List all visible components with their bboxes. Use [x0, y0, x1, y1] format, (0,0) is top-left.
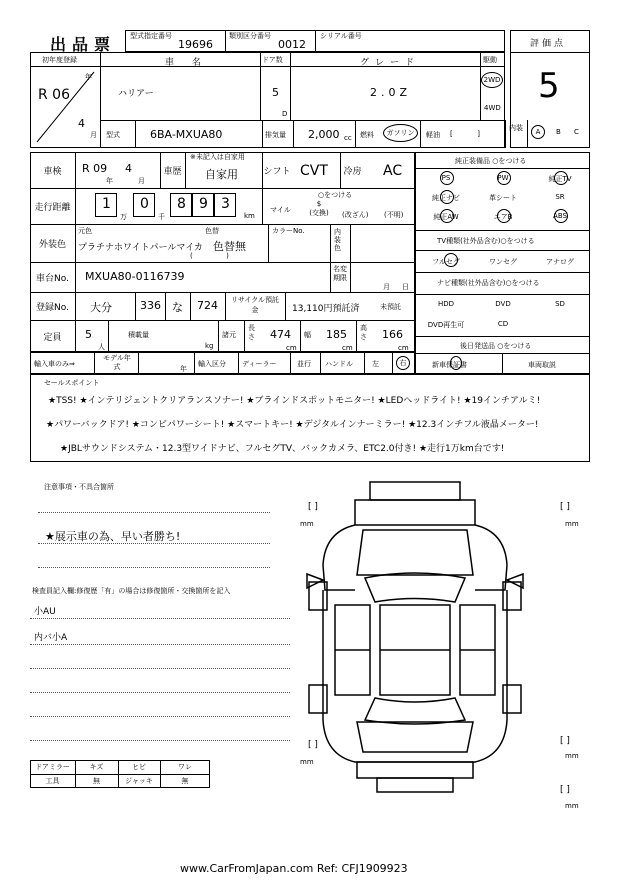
tire-fl-mm: mm: [300, 520, 314, 528]
interior-label: 内装: [509, 124, 523, 132]
capacity-unit: 人: [98, 343, 105, 351]
tools-cell: 工具: [45, 777, 60, 785]
mileage-mark-note: ○をつける: [318, 191, 353, 199]
tv-fullseg-mark: [444, 253, 458, 267]
fuel-diesel: 軽油: [426, 131, 440, 139]
model-value: 6BA-MXUA80: [150, 128, 223, 141]
tools-cell: ジャッキ: [125, 777, 153, 785]
mileage-digit-1-text: 1: [102, 196, 111, 212]
inspection-label: 車検: [43, 166, 62, 177]
model-designation-label: 型式指定番号: [130, 32, 172, 40]
navi-item: CD: [497, 320, 509, 328]
displacement-unit: cc: [344, 134, 352, 142]
tv-item: フルセグ: [432, 258, 460, 266]
height-value: 166: [382, 328, 403, 341]
equipment-item-mark: [440, 190, 454, 204]
repaint-label: 色替: [205, 227, 219, 235]
tire-fr-bracket: [ ]: [560, 502, 570, 512]
reg-place: 大分: [90, 301, 112, 314]
history-label: 車歴: [163, 166, 182, 177]
navi-item: HDD: [437, 300, 455, 308]
inspection-value: R 09: [82, 162, 108, 175]
doors-value: 5: [272, 86, 279, 99]
docs-manual: 車両取説: [528, 361, 556, 369]
equipment-item: PW: [497, 174, 509, 182]
car-name-label: 車名: [165, 58, 220, 68]
reg-label: 登録No.: [36, 302, 69, 313]
car-damage-diagram: [295, 470, 530, 800]
tire-fr-mm: mm: [565, 520, 579, 528]
length-label: 長さ: [248, 324, 255, 341]
docs-warranty-mark: [450, 356, 462, 370]
model-designation-value: 19696: [178, 38, 213, 51]
recycle-value: 13,110円預託済: [292, 304, 360, 314]
repaint-bracket: ( ): [190, 252, 229, 260]
equipment-title: 純正装備品 ○をつける: [455, 157, 527, 165]
load-unit: kg: [205, 342, 214, 350]
size-label: 諸元: [222, 331, 236, 339]
tv-item: ワンセグ: [489, 258, 517, 266]
equipment-item: 純正TV: [548, 175, 572, 183]
equipment-item-mark: [554, 171, 568, 185]
equipment-item: ABS: [553, 212, 567, 220]
grade-label: グレード: [360, 58, 421, 68]
first-reg-month-unit: 月: [90, 131, 97, 139]
equipment-item: 革シート: [489, 194, 517, 202]
drive-2wd-selected: 2WD: [481, 72, 503, 88]
name-change-label: 名変期限: [333, 265, 347, 282]
footer-ref: www.CarFromJapan.com Ref: CFJ1909923: [180, 862, 408, 875]
grade-points-label: 評価点: [530, 39, 567, 49]
car-name-value: ハリアー: [118, 89, 154, 99]
recycle-label: リサイクル預託金: [230, 296, 280, 314]
width-value: 185: [326, 328, 347, 341]
first-reg-month: 4: [78, 117, 85, 130]
tire-fl-bracket: [ ]: [308, 502, 318, 512]
mileage-digit-4-text: 9: [199, 196, 208, 212]
history-note: ※未記入は自家用: [190, 153, 245, 161]
first-reg-year-unit: 年: [85, 73, 92, 81]
inspection-year-unit: 年: [106, 177, 113, 185]
mileage-digit-3-text: 8: [177, 196, 186, 212]
tools-cell: 無: [93, 777, 100, 785]
exterior-color-label: 外装色: [38, 239, 66, 250]
displacement-label: 排気量: [265, 131, 286, 139]
tire-spare-mm: mm: [565, 802, 579, 810]
notes-text: ★展示車の為、早い者勝ち!: [45, 530, 181, 543]
equipment-item: エアB: [493, 213, 513, 221]
orig-color-label: 元色: [78, 227, 92, 235]
inspector-label: 検査員記入欄:修復歴「有」の場合は修復箇所・交換箇所を記入: [32, 587, 231, 595]
exchange-label: $ (交換): [309, 200, 329, 217]
tampered-label: (改ざん): [342, 211, 369, 219]
model-year-label: モデル年式: [103, 354, 131, 371]
sales-line-1: ★TSS! ★インテリジェントクリアランスソナー! ★ブラインドスポットモニター! ★LEDヘッドライト! ★19インチアルミ!: [48, 396, 541, 406]
tv-title: TV種類(社外品含む)○をつける: [437, 237, 535, 245]
sales-line-2: ★パワーバックドア! ★コンビパワーシート! ★スマートキー! ★デジタルインナーミラー! ★12.3インチフル液晶メーター!: [46, 420, 539, 430]
mile-label: マイル: [270, 206, 291, 214]
length-unit: cm: [286, 344, 297, 352]
model-label: 型式: [106, 131, 120, 139]
interior-a-selected: A: [531, 125, 545, 139]
fuel-other-bracket: [ ]: [450, 130, 480, 138]
interior-c: C: [574, 128, 579, 136]
drive-label: 駆動: [483, 56, 497, 64]
reg-class: 336: [140, 299, 161, 312]
category-value: 0012: [278, 38, 306, 51]
doors-label: ドア数: [262, 56, 283, 64]
doors-suffix: D: [282, 110, 288, 118]
length-value: 474: [270, 328, 291, 341]
navi-item: DVD再生可: [427, 321, 465, 329]
tools-cell: ヒビ: [132, 763, 146, 771]
docs-warranty: 新車保証書: [432, 361, 467, 369]
navi-item: SD: [555, 300, 565, 308]
import-dealer: ディーラー: [242, 360, 277, 368]
ac-label: 冷房: [343, 166, 362, 177]
inspector-line-1: 小AU: [34, 607, 56, 617]
inspector-line-2: 内バ小A: [34, 633, 68, 643]
equipment-item: 純正ナビ: [432, 194, 460, 202]
tools-cell: ドアミラー: [35, 763, 70, 771]
import-type-label: 輸入区分: [198, 360, 226, 368]
capacity-label: 定員: [43, 332, 62, 343]
color-no-label: カラーNo.: [272, 227, 305, 235]
category-label: 類別区分番号: [229, 32, 271, 40]
import-label: 輸入車のみ⇒: [34, 360, 75, 368]
interior-color-label: 内装色: [334, 228, 341, 252]
displacement-value: 2,000: [308, 128, 340, 141]
handle-right-selected: 右: [396, 356, 410, 370]
mileage-sen-unit: 千: [158, 213, 165, 221]
name-change-month: 月: [383, 283, 390, 291]
handle-left: 左: [372, 360, 379, 368]
equipment-item-mark: [497, 171, 511, 185]
tire-rr-bracket: [ ]: [560, 736, 570, 746]
ac-value: AC: [383, 163, 403, 179]
sales-line-3: ★JBLサウンドシステム・12.3型ワイドナビ、フルセグTV、バックカメラ、ETC2.0付き! ★走行1万km台です!: [60, 444, 505, 454]
width-unit: cm: [342, 344, 353, 352]
shift-value: CVT: [300, 163, 328, 179]
tools-cell: キズ: [89, 763, 104, 771]
interior-b: B: [556, 128, 561, 136]
tire-rl-mm: mm: [300, 758, 314, 766]
equipment-item: SR: [555, 193, 565, 201]
history-value: 自家用: [205, 168, 238, 181]
serial-label: シリアル番号: [320, 32, 362, 40]
mileage-digit-2-text: 0: [140, 196, 149, 212]
inspection-month-unit: 月: [138, 177, 145, 185]
first-reg-era: R 06: [38, 87, 70, 103]
name-change-day: 日: [402, 283, 409, 291]
equipment-item-mark: [554, 209, 568, 223]
exterior-color-value: プラチナホワイトパールマイカ: [78, 243, 203, 253]
mileage-man-unit: 万: [120, 213, 127, 221]
grade-points-value: 5: [538, 66, 560, 106]
sales-label: セールスポイント: [44, 379, 100, 387]
capacity-value: 5: [85, 328, 92, 341]
width-label: 幅: [304, 331, 311, 339]
repaint-value: 色替無: [213, 240, 246, 253]
mileage-digit-5-text: 3: [221, 196, 230, 212]
shift-label: シフト: [263, 166, 291, 177]
inspection-month: 4: [125, 162, 132, 175]
equipment-item-mark: [440, 209, 454, 223]
model-year-unit: 年: [180, 365, 187, 373]
chassis-value: MXUA80-0116739: [85, 270, 185, 283]
notes-label: 注意事項・不具合箇所: [44, 483, 114, 491]
load-label: 積載量: [128, 331, 149, 339]
mileage-label: 走行距離: [34, 202, 71, 213]
first-reg-label: 初年度登録: [42, 56, 77, 64]
height-unit: cm: [398, 344, 409, 352]
height-label: 高さ: [360, 324, 367, 341]
tire-rr-mm: mm: [565, 752, 579, 760]
unknown-label: (不明): [384, 211, 404, 219]
reg-number: 724: [197, 299, 218, 312]
grade-value: 2.0Z: [370, 86, 412, 99]
tools-cell: 無: [181, 777, 189, 785]
mileage-km-unit: km: [244, 212, 255, 220]
fuel-label: 燃料: [360, 131, 374, 139]
tv-item: アナログ: [546, 258, 574, 266]
docs-title: 後日発送品 ○をつける: [460, 342, 532, 350]
sheet-title: 出品票: [50, 35, 117, 54]
fuel-gas-selected: ガソリン: [383, 124, 418, 142]
equipment-item: PS: [441, 174, 451, 182]
equipment-item-mark: [440, 171, 454, 185]
import-parallel: 並行: [297, 360, 311, 368]
equipment-item: 純正AW: [433, 213, 459, 221]
chassis-label: 車台No.: [36, 273, 69, 284]
navi-title: ナビ種類(社外品含む)○をつける: [437, 279, 540, 287]
tools-cell: ワレ: [178, 763, 192, 771]
tire-rl-bracket: [ ]: [308, 740, 318, 750]
recycle-status: 未預託: [380, 303, 401, 311]
handle-label: ハンドル: [325, 360, 353, 368]
equipment-item-mark: [497, 209, 511, 223]
tire-spare-bracket: [ ]: [560, 785, 570, 795]
drive-4wd: 4WD: [484, 104, 501, 112]
reg-kana: な: [172, 301, 183, 314]
navi-item: DVD: [495, 300, 511, 308]
